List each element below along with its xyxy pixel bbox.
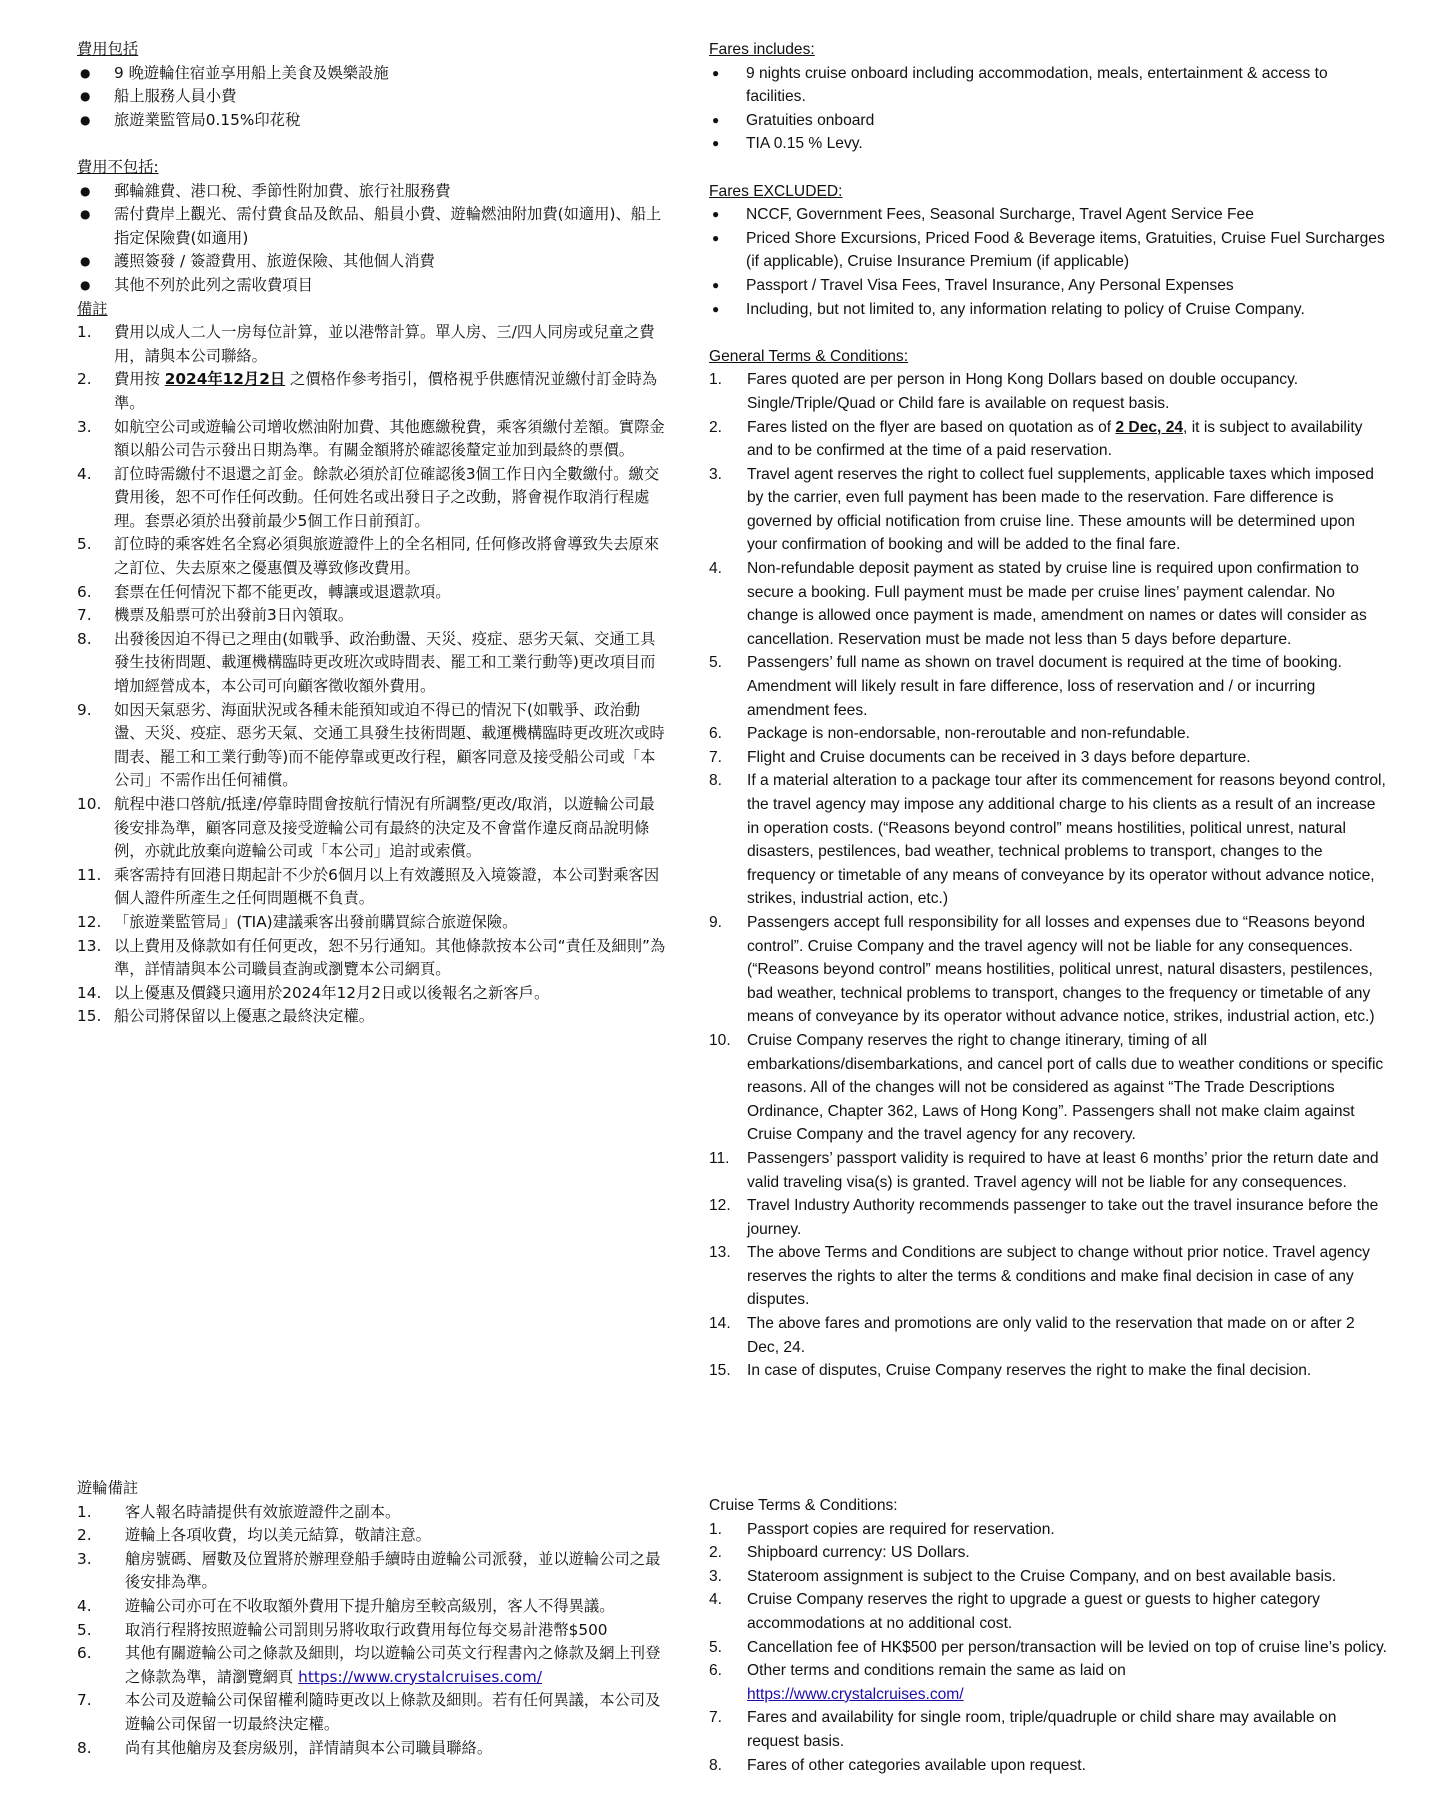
list-item: 5. 取消行程將按照遊輪公司罰則另將收取行政費用每位每交易計港幣$500: [77, 1620, 608, 1639]
list-item: 9. 如因天氣惡劣、海面狀況或各種未能預知或迫不得已的情況下(如戰爭、政治動盪、天災、疫症、惡劣天氣、交通工具發生技術問題、載運機構臨時更改班次或時間表、罷工和工業行動等)而不能停靠或更改行程，顧客同意及接受船公司或「本公司」不需作出任何補償。: [77, 700, 665, 790]
list-item: ● 需付費岸上觀光、需付費食品及飲品、船員小費、遊輪燃油附加費(如適用)、船上指定保險費(如適用): [77, 203, 667, 250]
list-item: 11. Passengers’ passport validity is required to have at least 6 months’ prior the return date and valid traveling visa(s) is granted. Travel agency will not be liable for any consequences.: [709, 1149, 1379, 1191]
list-item: 8. 尚有其他艙房及套房級別，詳情請與本公司職員聯絡。: [77, 1738, 493, 1757]
right-column: [709, 38, 1387, 1383]
list-item: ● NCCF, Government Fees, Seasonal Surcharge, Travel Agent Service Fee: [709, 203, 1387, 227]
list-item: 3. Travel agent reserves the right to collect fuel supplements, applicable taxes which imposed by the carrier, even full payment has been made to the reservation. Fare difference is governed by official notification from cruise line. These amounts will be determined upon your confirmation of booking and will be added to the final fare.: [709, 465, 1374, 554]
list-item: 3. Stateroom assignment is subject to the Cruise Company, and on best available basis.: [709, 1567, 1337, 1585]
list-item: 2. 遊輪上各項收費，均以美元結算，敬請注意。: [77, 1526, 431, 1545]
left-excludes-title: 費用不包括:: [77, 157, 159, 176]
list-item: 12. Travel Industry Authority recommends passenger to take out the travel insurance before the journey.: [709, 1197, 1379, 1238]
list-item: 9. Passengers accept full responsibility for all losses and expenses due to “Reasons beyond control”. Cruise Company and the travel agency will not be liable for any consequences. (“Reasons beyond control” means hostilities, political unrest, natural disasters, pestilences, bad weather, technical problems to transport, changes to the frequency or timetable of any means of conveyance by its operator without advance notice, strikes, industrial action, etc.): [709, 913, 1375, 1026]
crystal-cruises-link[interactable]: https://www.crystalcruises.com/: [298, 1667, 542, 1686]
left-excludes-list: [77, 180, 667, 298]
list-item: 13. 以上費用及條款如有任何更改，恕不另行通知。其他條款按本公司“責任及細則”為準，詳情請與本公司職員查詢或瀏覽本公司網頁。: [77, 936, 666, 979]
quotation-date: 2 Dec, 24: [1115, 418, 1184, 436]
left-includes-title: 費用包括: [77, 40, 139, 58]
list-item: 4. Non-refundable deposit payment as stated by cruise line is required upon confirmation to secure a booking. Full payment must be made per cruise lines’ payment calendar. No change is allowed once payment is made, amendment on names or dates will consider as cancellation. Reservation must be made not less than 5 days before departure.: [709, 560, 1367, 648]
list-item: ● 旅遊業監管局0.15%印花稅: [77, 109, 667, 133]
list-item: ● 船上服務人員小費: [77, 85, 667, 109]
list-item: 3. 艙房號碼、層數及位置將於辦理登船手續時由遊輪公司派發，並以遊輪公司之最後安排為準。: [77, 1549, 661, 1592]
right-includes-list: [709, 62, 1387, 156]
list-item: ● Including, but not limited to, any information relating to policy of Cruise Company.: [709, 298, 1387, 322]
list-item: 15. 船公司將保留以上優惠之最終決定權。: [77, 1007, 375, 1026]
list-item: 7. Flight and Cruise documents can be received in 3 days before departure.: [709, 748, 1251, 766]
list-item: 10. Cruise Company reserves the right to change itinerary, timing of all embarkations/disembarkations, and cancel port of calls due to weather conditions or specific reasons. All of the changes will not be considered as against “The Trade Descriptions Ordinance, Chapter 362, Laws of Hong Kong”. Passengers shall not make claim against Cruise Company and the travel agency for any recovery.: [709, 1031, 1384, 1144]
list-item: ● TIA 0.15 % Levy.: [709, 132, 1387, 156]
list-item: 7. Fares and availability for single room, triple/quadruple or child share may available on request basis.: [709, 1709, 1337, 1750]
left-cruise-list: [77, 1501, 667, 1761]
list-item: 1. Fares quoted are per person in Hong Kong Dollars based on double occupancy. Single/Triple/Quad or Child fare is available on request basis.: [709, 371, 1299, 412]
list-item: 2. 費用按 2024年12月2日 之價格作參考指引，價格視乎供應情況並繳付訂金時為準。: [77, 370, 658, 412]
list-item: 14. 以上優惠及價錢只適用於2024年12月2日或以後報名之新客戶。: [77, 983, 550, 1002]
right-includes-title: Fares includes:: [709, 41, 815, 58]
right-cruise-section: [709, 1494, 1387, 1777]
list-item: 5. Passengers’ full name as shown on travel document is required at the time of booking. Amendment will likely result in fare difference, loss of reservation and / or incurring amendment fees.: [709, 654, 1342, 719]
left-remarks-list: [77, 321, 667, 1029]
list-item: 6. Package is non-endorsable, non-reroutable and non-refundable.: [709, 725, 1190, 743]
price-reference-date: 2024年12月2日: [164, 370, 286, 389]
list-item: 12. 「旅遊業監管局」(TIA)建議乘客出發前購買綜合旅遊保險。: [77, 912, 518, 931]
list-item: 8. If a material alteration to a package tour after its commencement for reasons beyond control, the travel agency may impose any additional charge to his clients as a result of an increase in operation costs. (“Reasons beyond control” means hostilities, political unrest, natural disasters, pestilences, bad weather, technical problems to transport, changes to the frequency or timetable of any means of conveyance by its operator without advance notice, strikes, industrial action, etc.): [709, 772, 1386, 908]
left-remarks-title: 備註: [77, 299, 108, 318]
list-item: 1. Passport copies are required for reservation.: [709, 1520, 1055, 1538]
left-column: [77, 38, 667, 1029]
list-item: 10. 航程中港口啓航/抵達/停靠時間會按航行情況有所調整/更改/取消，以遊輪公司最後安排為準，顧客同意及接受遊輪公司有最終的決定及不會當作違反商品說明條例，亦就此放棄向遊輪公司或「本公司」追討或索償。: [77, 795, 655, 861]
list-item: ● 9 晚遊輪住宿並享用船上美食及娛樂設施: [77, 62, 667, 86]
list-item: 6. 其他有關遊輪公司之條款及細則，均以遊輪公司英文行程書內之條款及網上刊登之條款為準，請瀏覽網頁 https://www.crystalcruises.com/: [77, 1644, 661, 1686]
list-item: 7. 本公司及遊輪公司保留權利隨時更改以上條款及細則。若有任何異議，本公司及遊輪公司保留一切最終決定權。: [77, 1691, 661, 1733]
right-excludes-list: [709, 203, 1387, 321]
list-item: ● 郵輪雜費、港口稅、季節性附加費、旅行社服務費: [77, 180, 667, 204]
left-cruise-title: 遊輪備註: [77, 1479, 139, 1497]
list-item: 14. The above fares and promotions are only valid to the reservation that made on or after 2 Dec, 24.: [709, 1315, 1355, 1356]
list-item: 11. 乘客需持有回港日期起計不少於6個月以上有效護照及入境簽證，本公司對乘客因個人證件所產生之任何問題概不負責。: [77, 865, 660, 908]
list-item: 13. The above Terms and Conditions are subject to change without prior notice. Travel agency reserves the rights to alter the terms & conditions and make final decision in case of any disputes.: [709, 1244, 1370, 1309]
left-includes-list: [77, 62, 667, 133]
list-item: ● 護照簽發 / 簽證費用、旅遊保險、其他個人消費: [77, 250, 667, 274]
list-item: 5. Cancellation fee of HK$500 per person/transaction will be levied on top of cruise line’s policy.: [709, 1638, 1387, 1656]
right-cruise-title: Cruise Terms & Conditions:: [709, 1497, 898, 1514]
crystal-cruises-link[interactable]: https://www.crystalcruises.com/: [747, 1685, 964, 1703]
list-item: 4. 遊輪公司亦可在不收取額外費用下提升艙房至較高級別，客人不得異議。: [77, 1596, 615, 1615]
list-item: ● 其他不列於此列之需收費項目: [77, 274, 667, 298]
right-cruise-list: [709, 1518, 1387, 1778]
list-item: 6. 套票在任何情況下都不能更改，轉讓或退還款項。: [77, 582, 451, 601]
list-item: 2. Fares listed on the flyer are based on quotation as of 2 Dec, 24, it is subject to availability and to be confirmed at the time of a paid reservation.: [709, 418, 1363, 460]
right-excludes-title: Fares EXCLUDED:: [709, 182, 843, 200]
list-item: 1. 費用以成人二人一房每位計算，並以港幣計算。單人房、三/四人同房或兒童之費用，請與本公司聯絡。: [77, 323, 655, 365]
list-item: 6. Other terms and conditions remain the same as laid on https://www.crystalcruises.com/: [709, 1662, 1126, 1703]
list-item: ● Gratuities onboard: [709, 109, 1387, 133]
right-general-list: [709, 368, 1387, 1383]
list-item: 15. In case of disputes, Cruise Company reserves the right to make the final decision.: [709, 1362, 1312, 1380]
left-cruise-section: [77, 1477, 667, 1760]
list-item: 8. Fares of other categories available upon request.: [709, 1756, 1086, 1774]
list-item: 8. 出發後因迫不得已之理由(如戰爭、政治動盪、天災、疫症、惡劣天氣、交通工具發生技術問題、載運機構臨時更改班次或時間表、罷工和工業行動等)更改項目而增加經營成本，本公司可向顧客徵收額外費用。: [77, 629, 656, 696]
list-item: 7. 機票及船票可於出發前3日內領取。: [77, 606, 354, 625]
list-item: ● Priced Shore Excursions, Priced Food & Beverage items, Gratuities, Cruise Fuel Surcharges (if applicable), Cruise Insurance Premium (if applicable): [709, 227, 1387, 274]
list-item: 5. 訂位時的乘客姓名全寫必須與旅遊證件上的全名相同, 任何修改將會導致失去原來之訂位、失去原來之優惠價及導致修改費用。: [77, 535, 660, 578]
list-item: 2. Shipboard currency: US Dollars.: [709, 1544, 970, 1562]
right-general-title: General Terms & Conditions:: [709, 347, 909, 365]
list-item: ● 9 nights cruise onboard including accommodation, meals, entertainment & access to facilities.: [709, 62, 1387, 109]
list-item: ● Passport / Travel Visa Fees, Travel Insurance, Any Personal Expenses: [709, 274, 1387, 298]
list-item: 3. 如航空公司或遊輪公司增收燃油附加費、其他應繳稅費，乘客須繳付差額。實際金額以船公司告示發出日期為準。有關金額將於確認後釐定並加到最終的票價。: [77, 417, 665, 460]
list-item: 4. 訂位時需繳付不退還之訂金。餘款必須於訂位確認後3個工作日內全數繳付。繳交費用後，恕不可作任何改動。任何姓名或出發日子之改動，將會視作取消行程處理。套票必須於出發前最少5個工作日前預訂。: [77, 464, 660, 530]
list-item: 4. Cruise Company reserves the right to upgrade a guest or guests to higher category accommodations at no additional cost.: [709, 1591, 1320, 1632]
list-item: 1. 客人報名時請提供有效旅遊證件之副本。: [77, 1502, 401, 1521]
